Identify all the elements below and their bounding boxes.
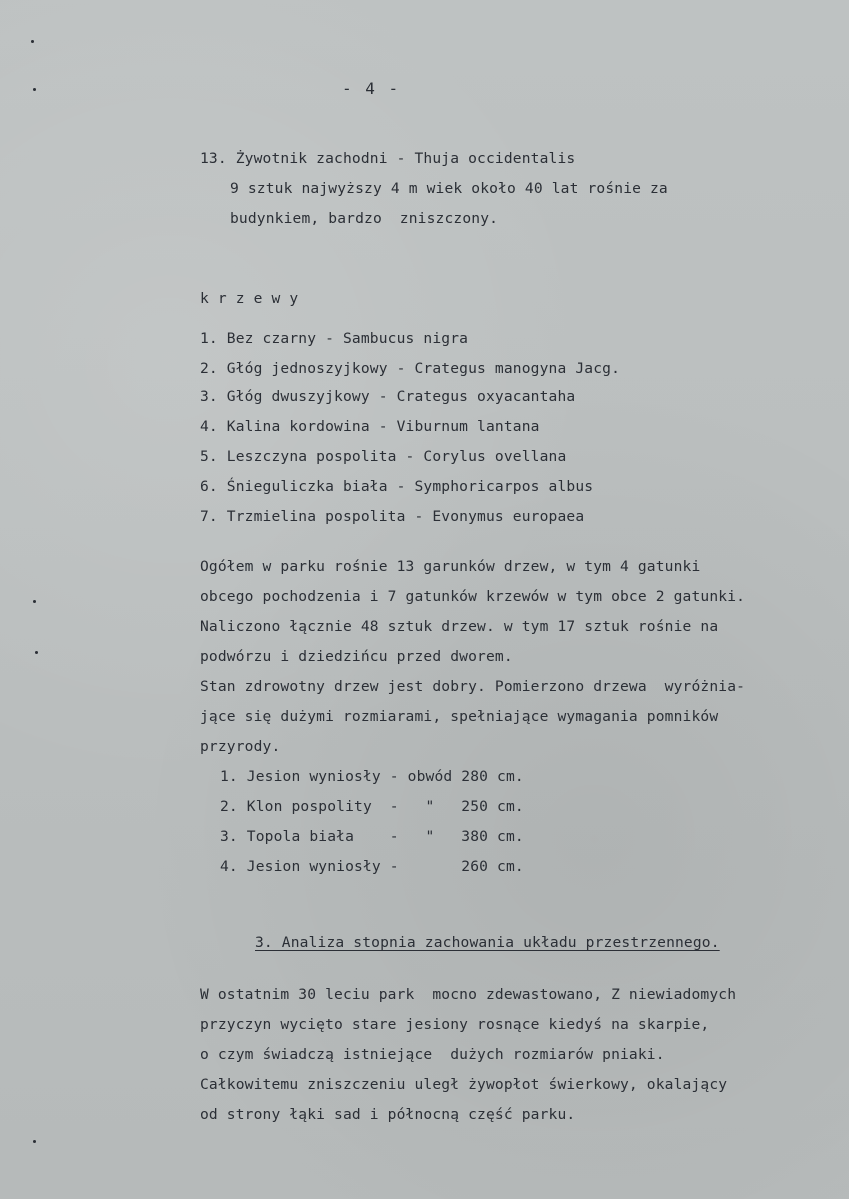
monument-item: 4. Jesion wyniosły - 260 cm. <box>220 858 524 875</box>
item13-line2: 9 sztuk najwyższy 4 m wiek około 40 lat rośnie za <box>230 180 668 197</box>
item13-line3: budynkiem, bardzo zniszczony. <box>230 210 499 227</box>
margin-speck <box>35 651 38 654</box>
section3-line: Całkowitemu zniszczeniu uległ żywopłot świerkowy, okalający <box>200 1076 728 1093</box>
monument-item: 1. Jesion wyniosły - obwód 280 cm. <box>220 768 524 785</box>
shrub-item: 1. Bez czarny - Sambucus nigra <box>200 330 469 347</box>
page-number: - 4 - <box>342 79 401 98</box>
summary-line: Naliczono łącznie 48 sztuk drzew. w tym 17 sztuk rośnie na <box>200 618 719 635</box>
section3-line: przyczyn wycięto stare jesiony rosnące kiedyś na skarpie, <box>200 1016 710 1033</box>
summary-line: obcego pochodzenia i 7 gatunków krzewów w tym obce 2 gatunki. <box>200 588 746 605</box>
margin-speck <box>33 1140 36 1143</box>
section3-heading: 3. Analiza stopnia zachowania układu przestrzennego. <box>255 934 720 951</box>
shrub-item: 6. Śnieguliczka biała - Symphoricarpos albus <box>200 478 594 495</box>
summary-line: podwórzu i dziedzińcu przed dworem. <box>200 648 513 665</box>
summary-line: przyrody. <box>200 738 281 755</box>
shrub-item: 4. Kalina kordowina - Viburnum lantana <box>200 418 540 435</box>
shrub-item: 5. Leszczyna pospolita - Corylus ovellana <box>200 448 567 465</box>
section3-line: od strony łąki sad i północną część parku. <box>200 1106 576 1123</box>
margin-speck <box>33 88 36 91</box>
section3-line: o czym świadczą istniejące dużych rozmiarów pniaki. <box>200 1046 665 1063</box>
margin-speck <box>33 600 36 603</box>
summary-line: Stan zdrowotny drzew jest dobry. Pomierzono drzewa wyróżnia- <box>200 678 746 695</box>
margin-speck <box>31 40 34 43</box>
monument-item: 2. Klon pospolity - " 250 cm. <box>220 798 524 815</box>
summary-line: Ogółem w parku rośnie 13 garunków drzew, w tym 4 gatunki <box>200 558 701 575</box>
shrub-item: 3. Głóg dwuszyjkowy - Crategus oxyacantaha <box>200 388 576 405</box>
item13-line1: 13. Żywotnik zachodni - Thuja occidentalis <box>200 150 576 167</box>
summary-line: jące się dużymi rozmiarami, spełniające wymagania pomników <box>200 708 719 725</box>
shrub-item: 7. Trzmielina pospolita - Evonymus europaea <box>200 508 585 525</box>
monument-item: 3. Topola biała - " 380 cm. <box>220 828 524 845</box>
section3-line: W ostatnim 30 leciu park mocno zdewastowano, Z niewiadomych <box>200 986 737 1003</box>
shrubs-heading: k r z e w y <box>200 290 299 307</box>
shrub-item: 2. Głóg jednoszyjkowy - Crategus manogyna Jacg. <box>200 360 621 377</box>
